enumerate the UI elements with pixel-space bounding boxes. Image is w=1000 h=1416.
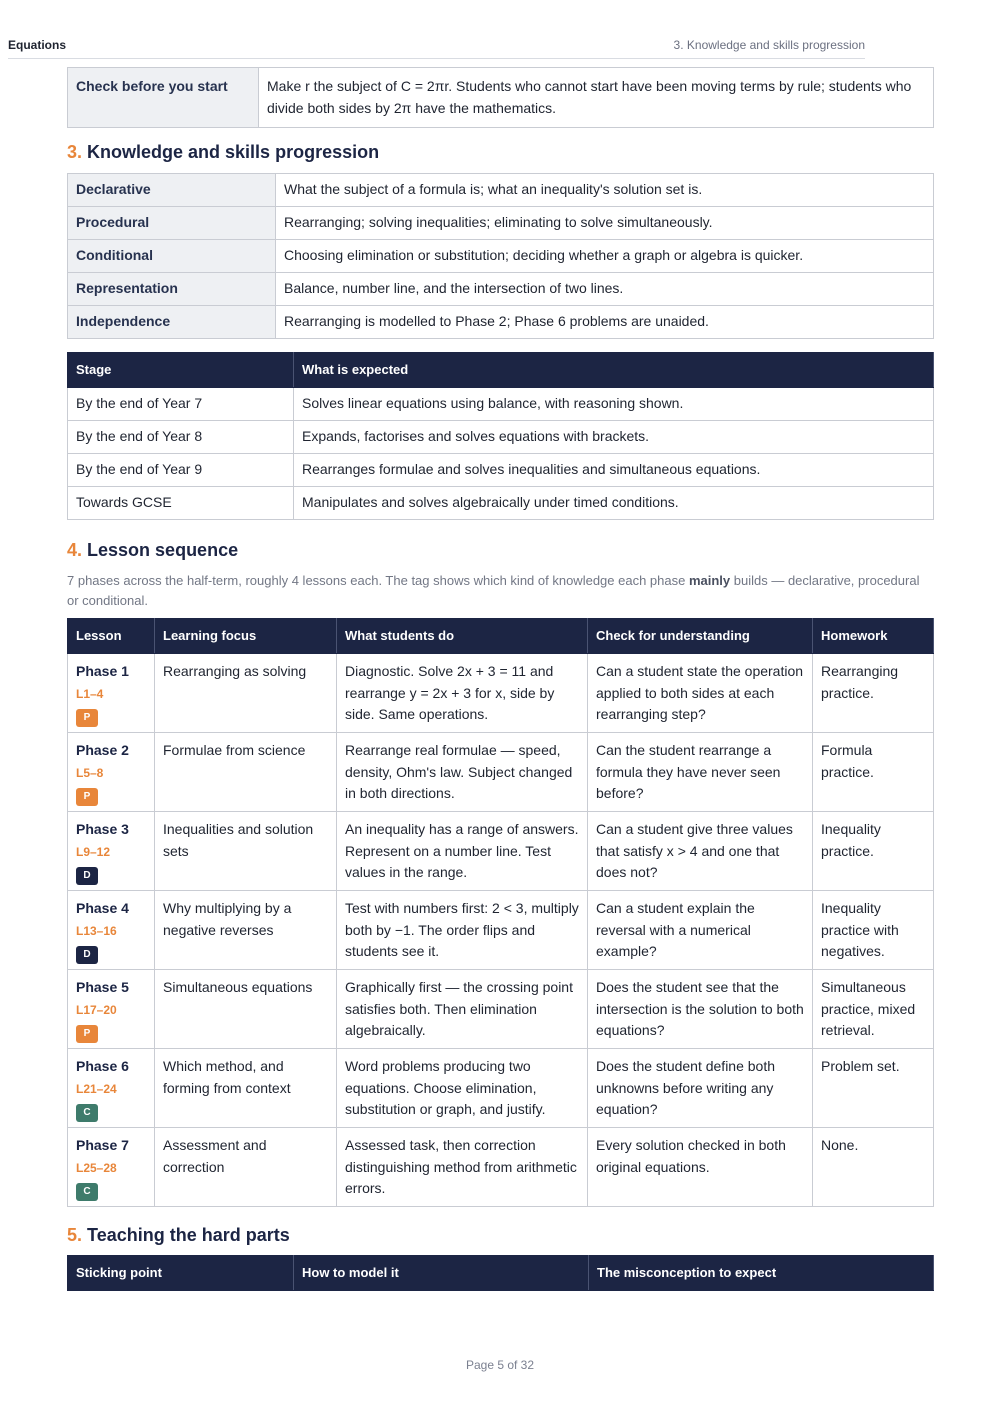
section-number: 5. [67, 1225, 83, 1245]
knowledge-tag-badge: P [76, 709, 98, 727]
student-activity: Word problems producing two equations. Choose elimination, substitution or graph, and justify. [337, 1049, 588, 1128]
stage-row [68, 388, 934, 421]
phase-name: Phase 7 [76, 1137, 129, 1153]
knowledge-tag-badge: C [76, 1183, 98, 1201]
stage-expected: Manipulates and solves algebraically under timed conditions. [294, 487, 934, 520]
student-activity: Diagnostic. Solve 2x + 3 = 11 and rearrange y = 2x + 3 for x, side by side. Same operations. [337, 654, 588, 733]
running-header [8, 38, 865, 59]
homework: None. [813, 1128, 934, 1207]
knowledge-text: Choosing elimination or substitution; deciding whether a graph or algebra is quicker. [276, 240, 934, 273]
learning-focus: Rearranging as solving [155, 654, 337, 733]
section-3-heading [67, 142, 379, 163]
section-number: 3. [67, 142, 83, 162]
stage-table [67, 352, 934, 520]
stage-expected: Solves linear equations using balance, with reasoning shown. [294, 388, 934, 421]
student-activity: An inequality has a range of answers. Represent on a number line. Test values in the range. [337, 812, 588, 891]
stage-name: By the end of Year 8 [68, 421, 294, 454]
learning-focus: Which method, and forming from context [155, 1049, 337, 1128]
lesson-row [68, 1128, 934, 1207]
sticking-point-header: Sticking point [68, 1256, 294, 1291]
intro-text: 7 phases across the half-term, roughly 4 lessons each. The tag shows which kind of knowledge each phase [67, 573, 689, 588]
phase-lesson-range: L1–4 [76, 686, 104, 701]
section-4-heading [67, 540, 238, 561]
intro-emphasis: mainly [688, 573, 731, 588]
lesson-table [67, 618, 934, 1207]
homework: Simultaneous practice, mixed retrieval. [813, 970, 934, 1049]
phase-cell [68, 654, 155, 733]
stage-row [68, 454, 934, 487]
learning-focus: Formulae from science [155, 733, 337, 812]
learning-focus: Assessment and correction [155, 1128, 337, 1207]
knowledge-row [68, 306, 934, 339]
understanding-check: Can a student give three values that satisfy x > 4 and one that does not? [588, 812, 813, 891]
phase-cell [68, 733, 155, 812]
phase-name: Phase 6 [76, 1058, 129, 1074]
homework: Formula practice. [813, 733, 934, 812]
hard-parts-table [67, 1255, 934, 1291]
homework: Rearranging practice. [813, 654, 934, 733]
knowledge-tag-badge: C [76, 1104, 98, 1122]
student-activity: Rearrange real formulae — speed, density, Ohm's law. Subject changed in both directions. [337, 733, 588, 812]
student-activity: Assessed task, then correction distinguishing method from arithmetic errors. [337, 1128, 588, 1207]
understanding-check: Does the student define both unknowns before writing any equation? [588, 1049, 813, 1128]
focus-header: Learning focus [155, 619, 337, 654]
phase-lesson-range: L9–12 [76, 844, 111, 859]
knowledge-row [68, 240, 934, 273]
phase-name: Phase 1 [76, 663, 129, 679]
lesson-row [68, 812, 934, 891]
knowledge-tag-badge: D [76, 946, 98, 964]
stage-expected: Expands, factorises and solves equations with brackets. [294, 421, 934, 454]
activity-header: What students do [337, 619, 588, 654]
understanding-check: Every solution checked in both original equations. [588, 1128, 813, 1207]
learning-focus: Simultaneous equations [155, 970, 337, 1049]
phase-lesson-range: L21–24 [76, 1081, 117, 1096]
knowledge-label: Declarative [68, 174, 276, 207]
knowledge-text: Balance, number line, and the intersection of two lines. [276, 273, 934, 306]
lesson-row [68, 733, 934, 812]
phase-cell [68, 970, 155, 1049]
homework-header: Homework [813, 619, 934, 654]
running-header-title: Equations [8, 38, 67, 52]
running-header-section: 3. Knowledge and skills progression [673, 38, 865, 52]
knowledge-text: Rearranging; solving inequalities; eliminating to solve simultaneously. [276, 207, 934, 240]
phase-cell [68, 1128, 155, 1207]
homework: Inequality practice with negatives. [813, 891, 934, 970]
stage-expected: Rearranges formulae and solves inequalities and simultaneous equations. [294, 454, 934, 487]
section-title: Knowledge and skills progression [87, 142, 380, 162]
phase-cell [68, 1049, 155, 1128]
student-activity: Test with numbers first: 2 < 3, multiply both by −1. The order flips and students see it. [337, 891, 588, 970]
phase-lesson-range: L17–20 [76, 1002, 117, 1017]
lesson-row [68, 1049, 934, 1128]
learning-focus: Inequalities and solution sets [155, 812, 337, 891]
knowledge-label: Independence [68, 306, 276, 339]
phase-cell [68, 891, 155, 970]
section-title: Teaching the hard parts [87, 1225, 290, 1245]
stage-row [68, 421, 934, 454]
lesson-header: Lesson [68, 619, 155, 654]
understanding-check: Can a student explain the reversal with a numerical example? [588, 891, 813, 970]
learning-focus: Why multiplying by a negative reverses [155, 891, 337, 970]
knowledge-table [67, 173, 934, 339]
page-number: Page 5 of 32 [465, 1358, 535, 1372]
section-number: 4. [67, 540, 83, 560]
knowledge-tag-badge: P [76, 788, 98, 806]
model-header: How to model it [294, 1256, 589, 1291]
lesson-row [68, 891, 934, 970]
stage-name: By the end of Year 7 [68, 388, 294, 421]
section-title: Lesson sequence [87, 540, 239, 560]
check-header: Check for understanding [588, 619, 813, 654]
phase-lesson-range: L13–16 [76, 923, 117, 938]
phase-lesson-range: L5–8 [76, 765, 104, 780]
lesson-row [68, 654, 934, 733]
knowledge-label: Procedural [68, 207, 276, 240]
knowledge-text: Rearranging is modelled to Phase 2; Phase 6 problems are unaided. [276, 306, 934, 339]
stage-row [68, 487, 934, 520]
phase-cell [68, 812, 155, 891]
knowledge-label: Representation [68, 273, 276, 306]
knowledge-row [68, 174, 934, 207]
phase-name: Phase 5 [76, 979, 129, 995]
check-label: Check before you start [68, 68, 259, 128]
homework: Problem set. [813, 1049, 934, 1128]
lesson-row [68, 970, 934, 1049]
understanding-check: Can a student state the operation applied to both sides at each rearranging step? [588, 654, 813, 733]
student-activity: Graphically first — the crossing point satisfies both. Then elimination algebraically. [337, 970, 588, 1049]
knowledge-tag-badge: D [76, 867, 98, 885]
homework: Inequality practice. [813, 812, 934, 891]
misconception-header: The misconception to expect [589, 1256, 934, 1291]
expected-header: What is expected [294, 353, 934, 388]
lesson-sequence-intro [67, 571, 934, 610]
knowledge-text: What the subject of a formula is; what an inequality's solution set is. [276, 174, 934, 207]
intro-text-end: builds — declarative, procedural or conditional. [67, 573, 920, 608]
stage-name: By the end of Year 9 [68, 454, 294, 487]
phase-name: Phase 2 [76, 742, 129, 758]
phase-lesson-range: L25–28 [76, 1160, 117, 1175]
understanding-check: Can the student rearrange a formula they have never seen before? [588, 733, 813, 812]
check-text: Make r the subject of C = 2πr. Students who cannot start have been moving terms by rule; students who divide both sides by 2π have the mathematics. [259, 68, 934, 128]
section-5-heading [67, 1225, 290, 1246]
phase-name: Phase 4 [76, 900, 129, 916]
knowledge-label: Conditional [68, 240, 276, 273]
phase-name: Phase 3 [76, 821, 129, 837]
stage-header: Stage [68, 353, 294, 388]
understanding-check: Does the student see that the intersection is the solution to both equations? [588, 970, 813, 1049]
stage-name: Towards GCSE [68, 487, 294, 520]
knowledge-row [68, 207, 934, 240]
knowledge-tag-badge: P [76, 1025, 98, 1043]
knowledge-row [68, 273, 934, 306]
check-before-start-box [67, 67, 934, 128]
